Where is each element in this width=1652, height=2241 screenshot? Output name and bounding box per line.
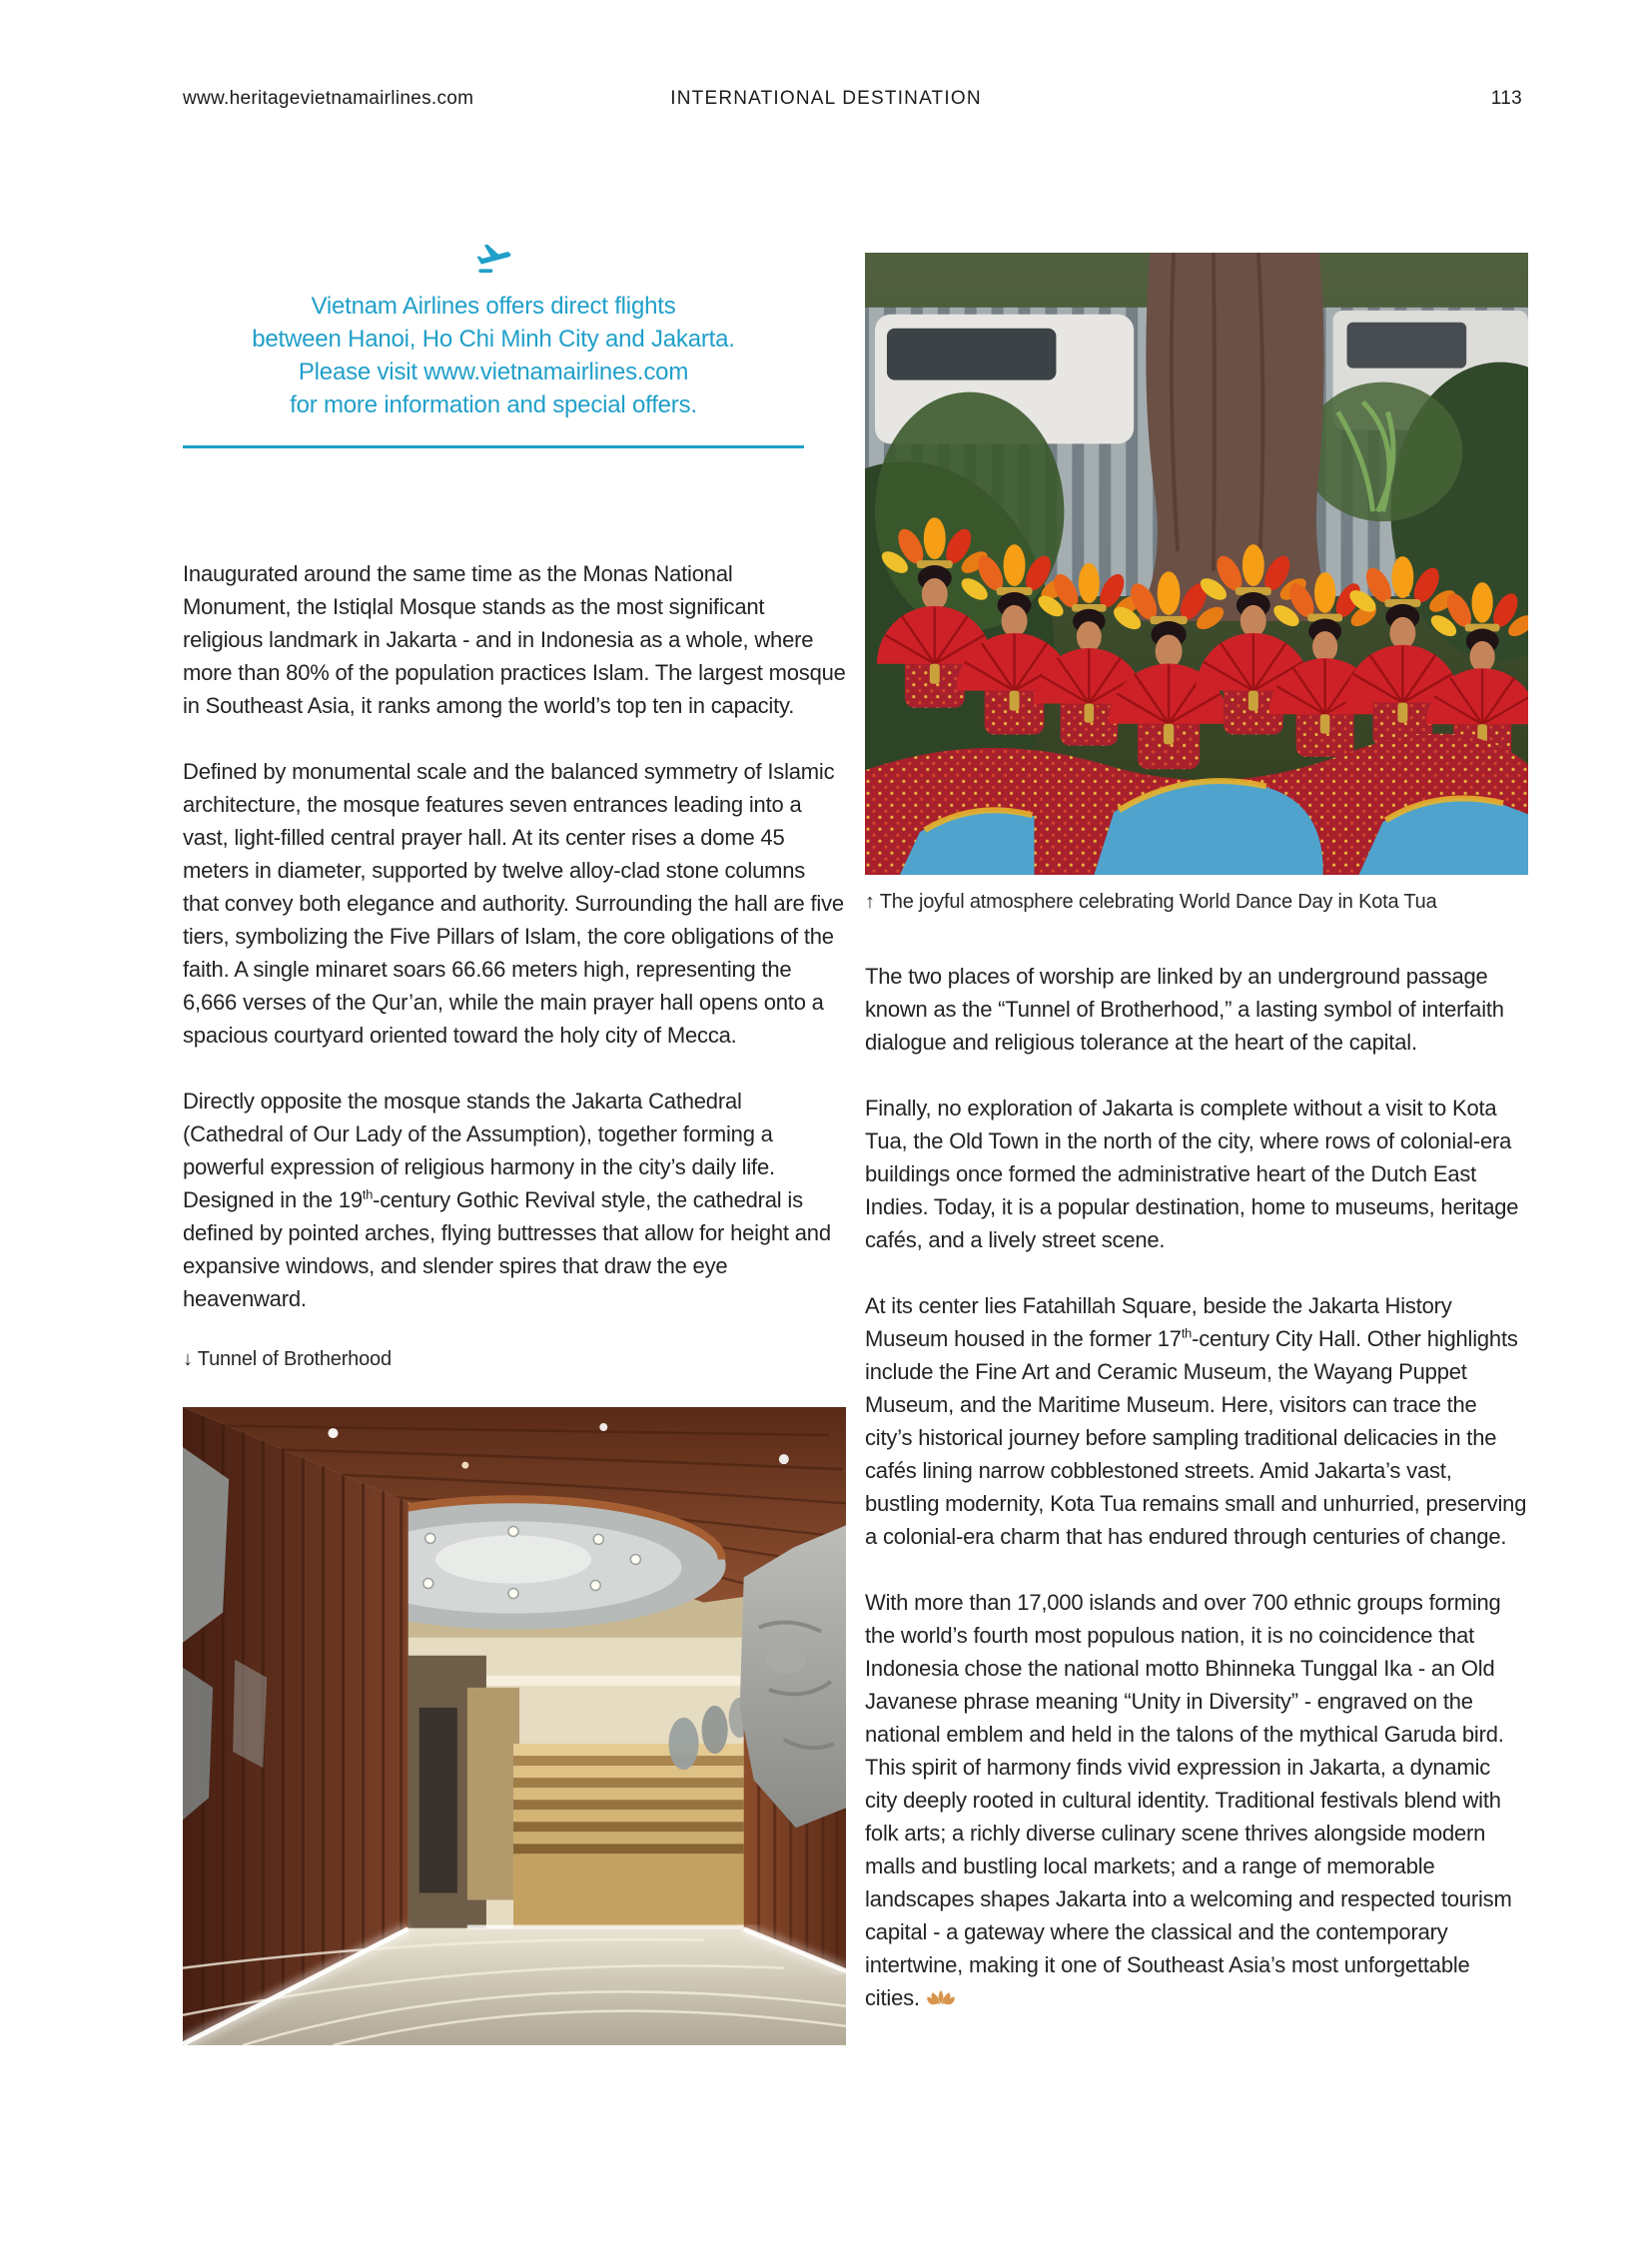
dance-photo-caption: ↑ The joyful atmosphere celebrating World Dance Day in Kota Tua [865,891,1437,914]
left-column [183,557,846,2045]
dance-photo [865,253,1528,875]
flight-info-line: Vietnam Airlines offers direct flights [311,293,676,320]
page-number: 113 [1490,88,1522,109]
lotus-icon [927,1982,955,2001]
tunnel-photo [183,1407,846,2045]
paragraph-fatahillah: At its center lies Fatahillah Square, beside the Jakarta History Museum housed in the former 17th-century City Hall. Other highlights include the Fine Art and Ceramic Museum, the Wayang Puppet Museum, and the Maritime Museum. Here, visitors can trace the city’s historical journey before sampling traditional delicacies in the cafés lining narrow cobblestoned streets. Amid Jakarta’s vast, bustling modernity, Kota Tua remains small and unhurried, preserving a colonial-era charm that has endured through centuries of change. [865,1293,1527,1550]
paragraph-mosque-intro: Inaugurated around the same time as the Monas National Monument, the Istiqlal Mosque stands as the most significant religious landmark in Jakarta - and in Indonesia as a whole, where more than 80% of the population practices Islam. The largest mosque in Southeast Asia, it ranks among the world’s top ten in capacity. [183,561,846,718]
paragraph-closing [865,1586,1528,2014]
paragraph-closing-text: With more than 17,000 islands and over 700 ethnic groups forming the world’s fourth most populous nation, it is no coincidence that Indonesia chose the national motto Bhinneka Tunggal Ika - an Old Javanese phrase meaning “Unity in Diversity” - engraved on the national emblem and held in the talons of the mythical Garuda bird. This spirit of harmony finds vivid expression in Jakarta, a dynamic city deeply rooted in cultural identity. Traditional festivals blend with folk arts; a richly diverse culinary scene thrives alongside modern malls and bustling local markets; and a range of memorable landscapes shapes Jakarta into a welcoming and respected tourism capital - a gateway where the classical and the contemporary intertwine, making it one of Southeast Asia’s most unforgettable cities. [865,1590,1512,2011]
flight-info-box [183,238,804,448]
flight-info-line: Please visit www.vietnamairlines.com [298,359,689,385]
paragraph-kota-tua: Finally, no exploration of Jakarta is complete without a visit to Kota Tua, the Old Town in the north of the city, where rows of colonial-era buildings once formed the administrative heart of the Dutch East Indies. Today, it is a popular destination, home to museums, heritage cafés, and a lively street scene. [865,1096,1519,1253]
paragraph-mosque-architecture: Defined by monumental scale and the balanced symmetry of Islamic architecture, the mosque features seven entrances leading into a vast, light-filled central prayer hall. At its center rises a dome 45 meters in diameter, supported by twelve alloy-clad stone columns that convey both elegance and authority. Surrounding the hall are five tiers, symbolizing the Five Pillars of Islam, the core obligations of the faith. A single minaret soars 66.66 meters high, representing the 6,666 verses of the Qur’an, while the main prayer hall opens onto a spacious courtyard oriented toward the holy city of Mecca. [183,759,844,1048]
flight-info-line: between Hanoi, Ho Chi Minh City and Jakarta. [252,326,735,353]
divider-rule [183,445,804,448]
section-title: INTERNATIONAL DESTINATION [670,88,982,109]
airplane-takeoff-icon [183,238,804,290]
tunnel-photo-caption: ↓ Tunnel of Brotherhood [183,1348,392,1370]
right-column [865,253,1528,2047]
flight-info-line: for more information and special offers. [290,391,697,418]
website-url: www.heritagevietnamairlines.com [183,88,474,109]
paragraph-tunnel: The two places of worship are linked by an underground passage known as the “Tunnel of Brotherhood,” a lasting symbol of interfaith dialogue and religious tolerance at the heart of the capital. [865,964,1504,1056]
paragraph-cathedral: Directly opposite the mosque stands the Jakarta Cathedral (Cathedral of Our Lady of the Assumption), together forming a powerful expression of religious harmony in the city’s daily life. Designed in the 19th-century Gothic Revival style, the cathedral is defined by pointed arches, flying buttresses that allow for height and expansive windows, and slender spires that draw the eye heavenward. [183,1089,831,1311]
